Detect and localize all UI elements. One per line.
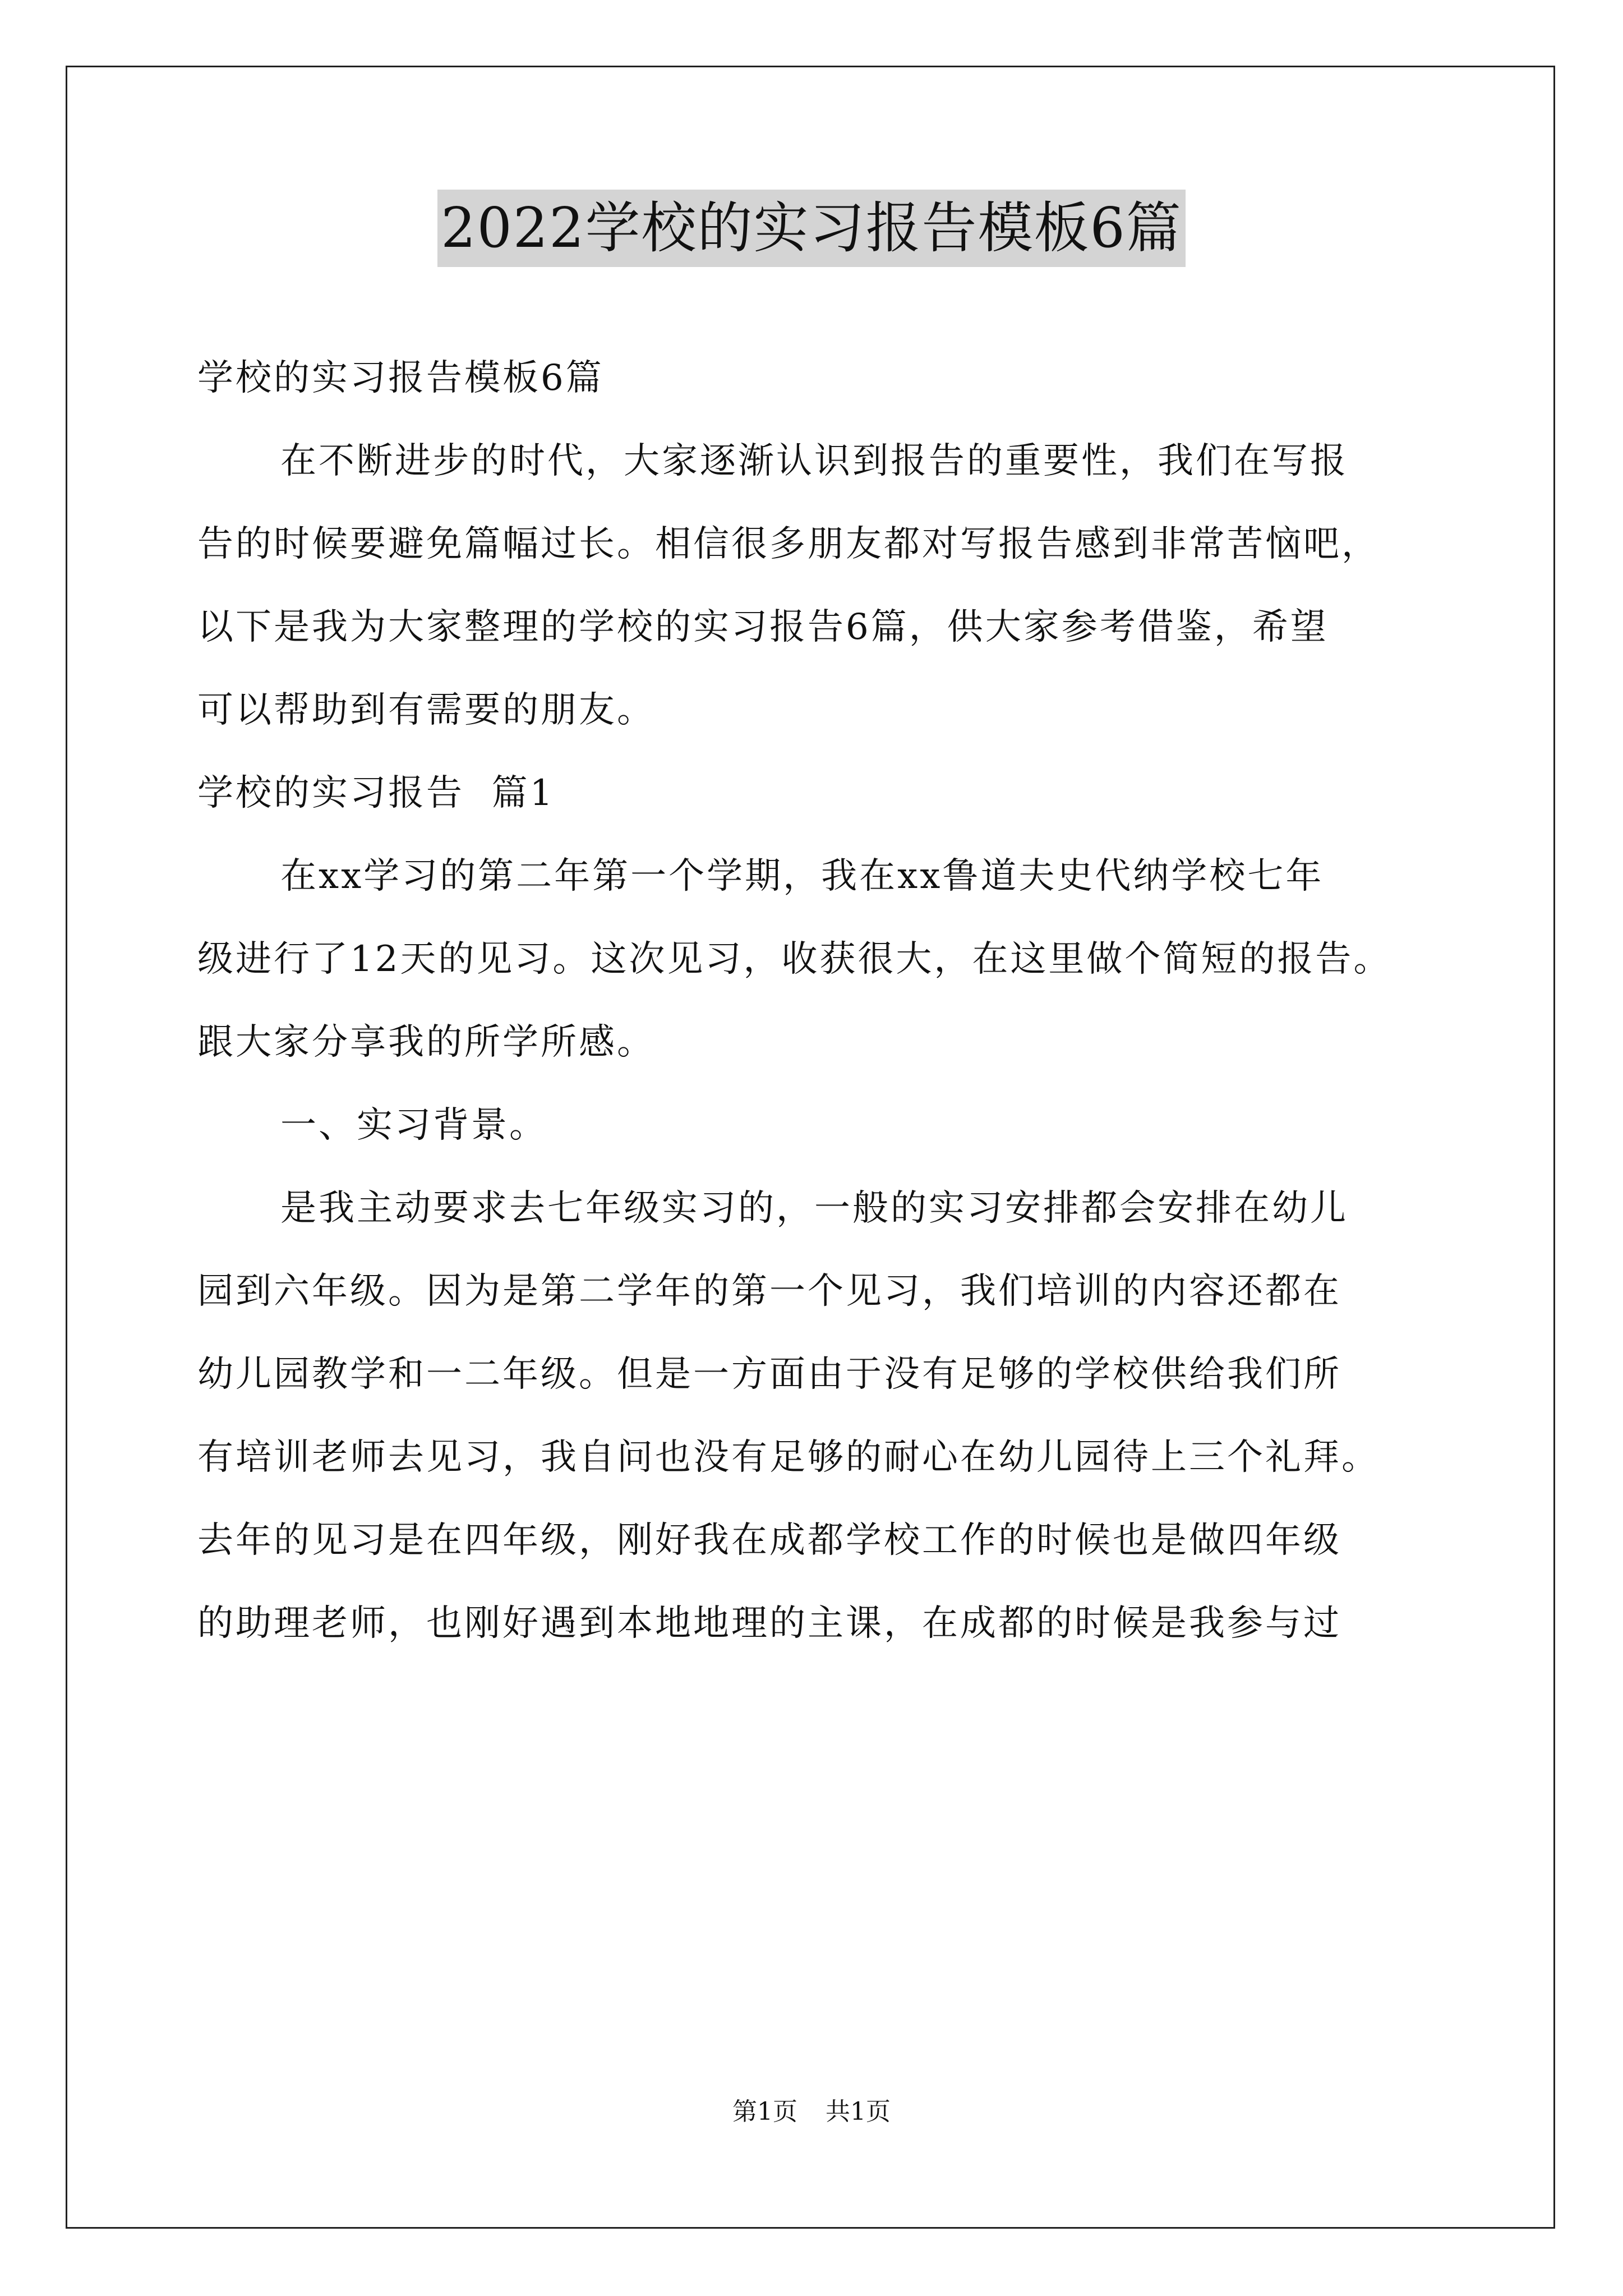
subheading: 一、实习背景。 bbox=[280, 1105, 547, 1146]
title-container bbox=[0, 190, 1623, 267]
document-title: 2022学校的实习报告模板6篇 bbox=[437, 190, 1186, 267]
paragraph-line: 跟大家分享我的所学所感。 bbox=[197, 1022, 655, 1063]
paragraph-line: 在xx学习的第二年第一个学期，我在xx鲁道夫史代纳学校七年 bbox=[280, 855, 1324, 897]
paragraph-line: 园到六年级。因为是第二学年的第一个见习，我们培训的内容还都在 bbox=[197, 1271, 1341, 1312]
paragraph-line: 级进行了12天的见习。这次见习，收获很大，在这里做个简短的报告。 bbox=[197, 938, 1392, 980]
page-footer bbox=[0, 2095, 1623, 2129]
paragraph-line: 的助理老师，也刚好遇到本地地理的主课，在成都的时候是我参与过 bbox=[197, 1603, 1341, 1644]
paragraph-line: 幼儿园教学和一二年级。但是一方面由于没有足够的学校供给我们所 bbox=[197, 1354, 1341, 1395]
page-number: 第1页 bbox=[732, 2097, 797, 2126]
intro-line: 在不断进步的时代，大家逐渐认识到报告的重要性，我们在写报 bbox=[280, 440, 1348, 482]
document-body bbox=[197, 337, 1437, 1665]
paragraph-line: 去年的见习是在四年级，刚好我在成都学校工作的时候也是做四年级 bbox=[197, 1520, 1341, 1561]
document-subtitle: 学校的实习报告模板6篇 bbox=[197, 357, 604, 399]
intro-line: 告的时候要避免篇幅过长。相信很多朋友都对写报告感到非常苦恼吧， bbox=[197, 523, 1380, 565]
paragraph-line: 有培训老师去见习，我自问也没有足够的耐心在幼儿园待上三个礼拜。 bbox=[197, 1437, 1380, 1478]
page-total: 共1页 bbox=[826, 2097, 891, 2126]
paragraph-line: 是我主动要求去七年级实习的，一般的实习安排都会安排在幼儿 bbox=[280, 1188, 1348, 1229]
intro-line: 以下是我为大家整理的学校的实习报告6篇，供大家参考借鉴，希望 bbox=[197, 606, 1329, 648]
intro-line: 可以帮助到有需要的朋友。 bbox=[197, 689, 655, 731]
section-heading: 学校的实习报告 篇1 bbox=[197, 772, 555, 814]
